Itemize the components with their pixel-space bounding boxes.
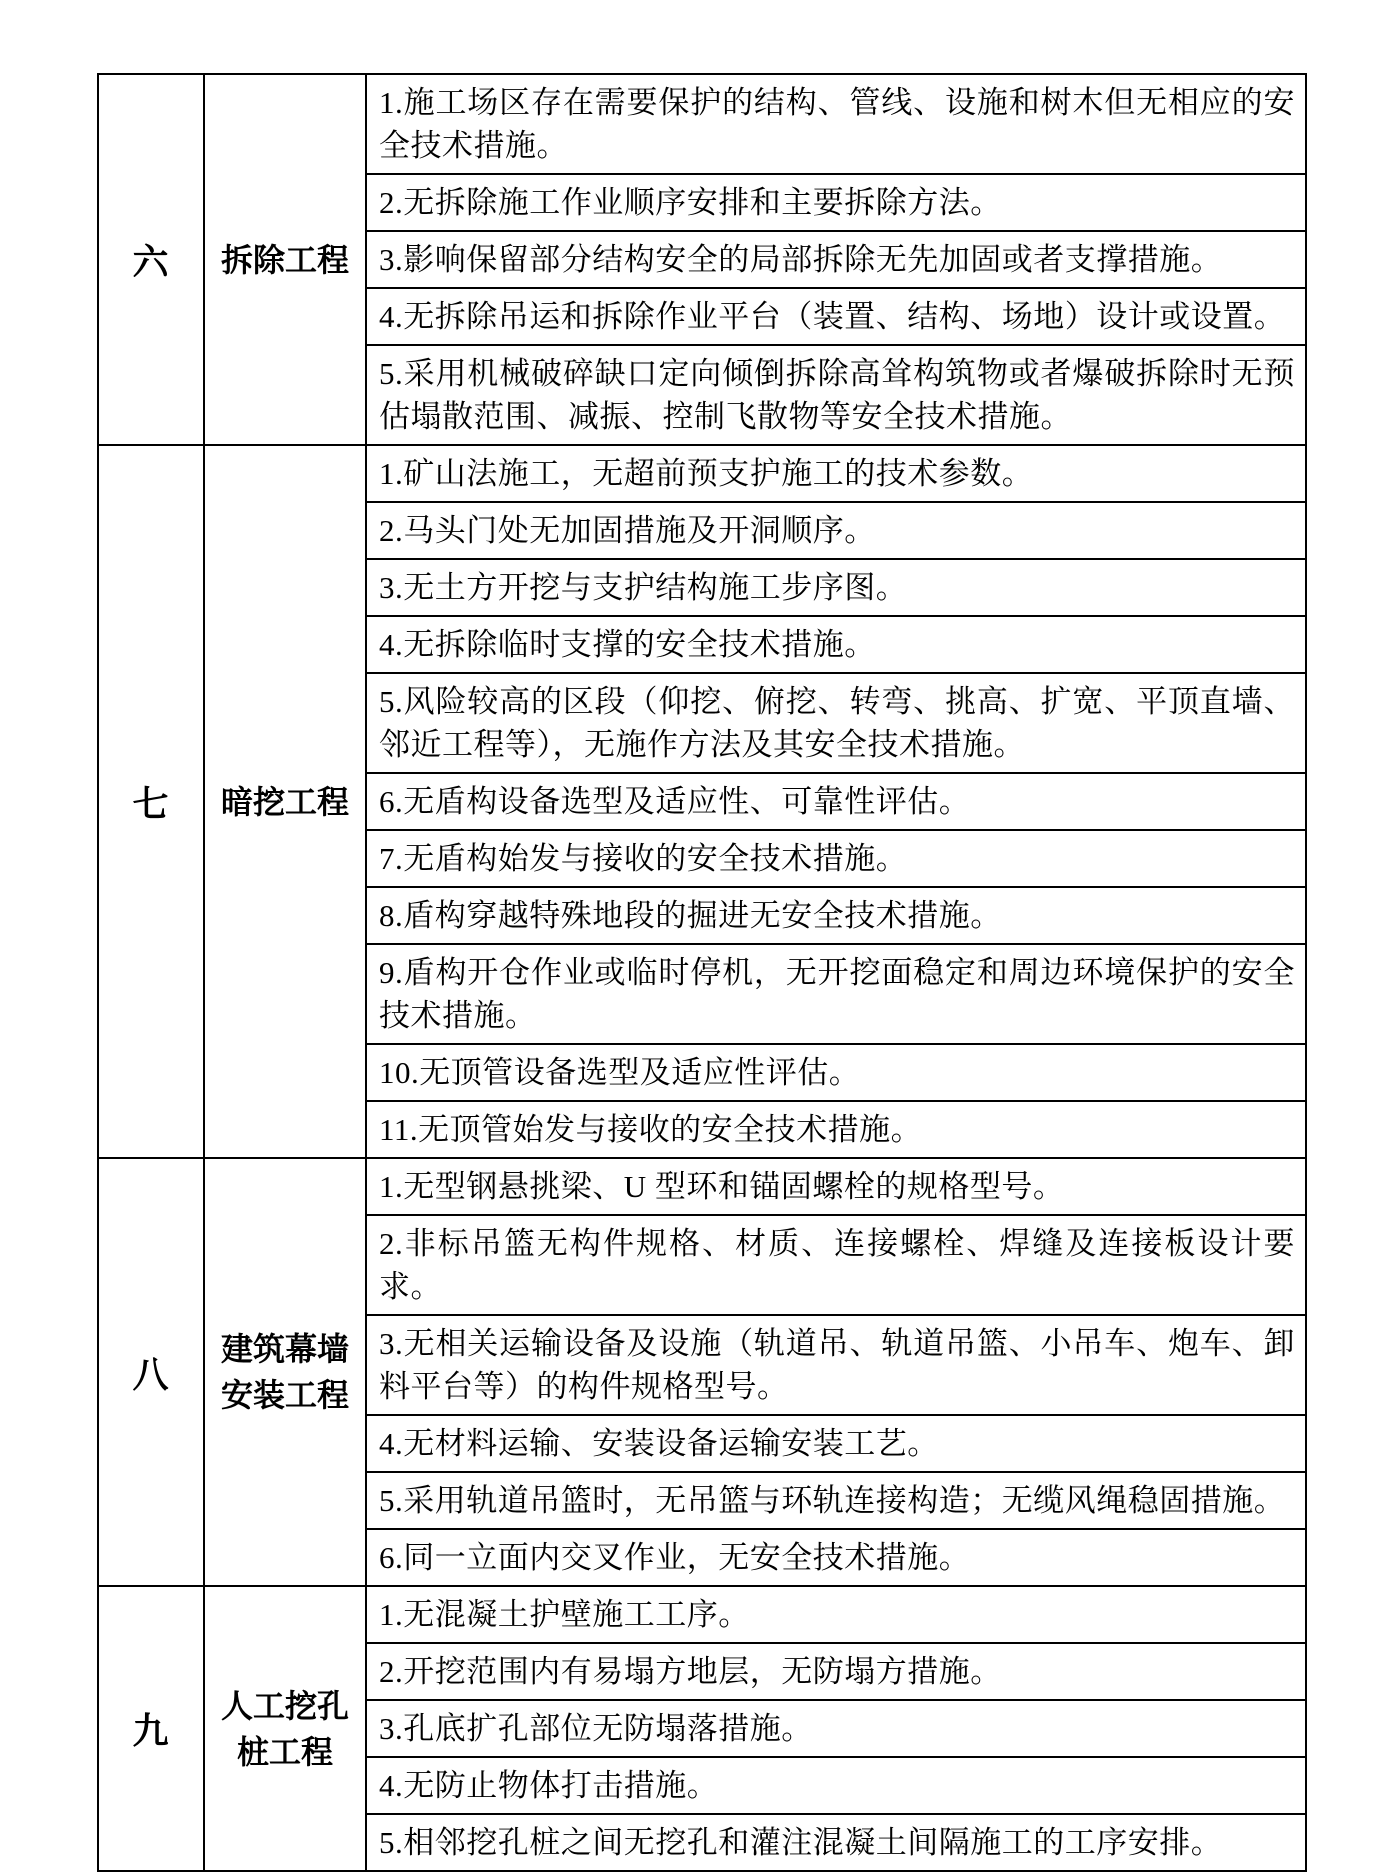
inspection-item-cell: 2.非标吊篮无构件规格、材质、连接螺栓、焊缝及连接板设计要求。 — [366, 1215, 1306, 1315]
inspection-item-cell: 11.无顶管始发与接收的安全技术措施。 — [366, 1101, 1306, 1158]
inspection-item-cell: 5.采用机械破碎缺口定向倾倒拆除高耸构筑物或者爆破拆除时无预估塌散范围、减振、控制飞散物等安全技术措施。 — [366, 345, 1306, 445]
inspection-item-cell: 8.盾构穿越特殊地段的掘进无安全技术措施。 — [366, 887, 1306, 944]
inspection-item-cell: 3.无土方开挖与支护结构施工步序图。 — [366, 559, 1306, 616]
section-category-cell: 暗挖工程 — [204, 445, 366, 1158]
inspection-item-cell: 1.矿山法施工，无超前预支护施工的技术参数。 — [366, 445, 1306, 502]
inspection-table — [97, 73, 1307, 1872]
inspection-item-cell: 5.相邻挖孔桩之间无挖孔和灌注混凝土间隔施工的工序安排。 — [366, 1814, 1306, 1871]
inspection-item-cell: 7.无盾构始发与接收的安全技术措施。 — [366, 830, 1306, 887]
section-number-cell: 九 — [98, 1586, 204, 1871]
inspection-item-cell: 2.马头门处无加固措施及开洞顺序。 — [366, 502, 1306, 559]
section-number-cell: 七 — [98, 445, 204, 1158]
table-row — [98, 74, 1306, 174]
inspection-item-cell: 1.无混凝土护壁施工工序。 — [366, 1586, 1306, 1643]
section-category-cell: 人工挖孔桩工程 — [204, 1586, 366, 1871]
inspection-item-cell: 2.无拆除施工作业顺序安排和主要拆除方法。 — [366, 174, 1306, 231]
inspection-item-cell: 4.无拆除临时支撑的安全技术措施。 — [366, 616, 1306, 673]
table-row — [98, 445, 1306, 502]
section-category-cell: 拆除工程 — [204, 74, 366, 445]
inspection-item-cell: 5.风险较高的区段（仰挖、俯挖、转弯、挑高、扩宽、平顶直墙、邻近工程等），无施作方法及其安全技术措施。 — [366, 673, 1306, 773]
inspection-item-cell: 9.盾构开仓作业或临时停机，无开挖面稳定和周边环境保护的安全技术措施。 — [366, 944, 1306, 1044]
inspection-item-cell: 6.无盾构设备选型及适应性、可靠性评估。 — [366, 773, 1306, 830]
inspection-item-cell: 4.无拆除吊运和拆除作业平台（装置、结构、场地）设计或设置。 — [366, 288, 1306, 345]
inspection-item-cell: 1.施工场区存在需要保护的结构、管线、设施和树木但无相应的安全技术措施。 — [366, 74, 1306, 174]
inspection-table-body — [98, 74, 1306, 1871]
inspection-item-cell: 10.无顶管设备选型及适应性评估。 — [366, 1044, 1306, 1101]
table-row — [98, 1158, 1306, 1215]
inspection-item-cell: 2.开挖范围内有易塌方地层，无防塌方措施。 — [366, 1643, 1306, 1700]
section-number-cell: 八 — [98, 1158, 204, 1586]
table-row — [98, 1586, 1306, 1643]
inspection-item-cell: 3.孔底扩孔部位无防塌落措施。 — [366, 1700, 1306, 1757]
inspection-item-cell: 3.影响保留部分结构安全的局部拆除无先加固或者支撑措施。 — [366, 231, 1306, 288]
inspection-item-cell: 1.无型钢悬挑梁、U 型环和锚固螺栓的规格型号。 — [366, 1158, 1306, 1215]
inspection-item-cell: 4.无防止物体打击措施。 — [366, 1757, 1306, 1814]
inspection-item-cell: 3.无相关运输设备及设施（轨道吊、轨道吊篮、小吊车、炮车、卸料平台等）的构件规格型号。 — [366, 1315, 1306, 1415]
inspection-item-cell: 6.同一立面内交叉作业，无安全技术措施。 — [366, 1529, 1306, 1586]
section-category-cell: 建筑幕墙安装工程 — [204, 1158, 366, 1586]
inspection-item-cell: 5.采用轨道吊篮时，无吊篮与环轨连接构造；无缆风绳稳固措施。 — [366, 1472, 1306, 1529]
section-number-cell: 六 — [98, 74, 204, 445]
inspection-item-cell: 4.无材料运输、安装设备运输安装工艺。 — [366, 1415, 1306, 1472]
